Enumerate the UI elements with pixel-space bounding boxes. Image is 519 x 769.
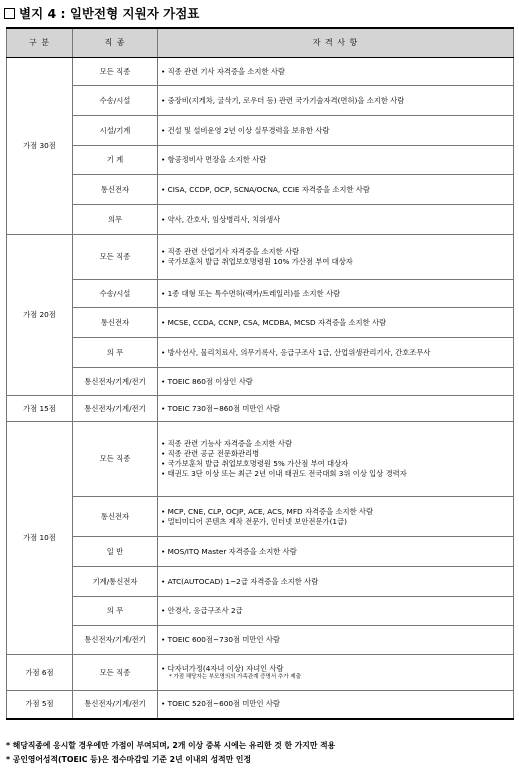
qualification-cell bbox=[158, 497, 514, 537]
job-type-cell: 수송/시설 bbox=[73, 280, 158, 308]
qualification-cell bbox=[158, 396, 514, 422]
job-type-cell: 모든 직종 bbox=[73, 422, 158, 497]
qualification-line: • 직종 관련 기사 자격증을 소지한 사람 bbox=[161, 66, 285, 76]
job-type-cell: 기계/통신전자 bbox=[73, 567, 158, 597]
qualification-line: • MCSE, CCDA, CCNP, CSA, MCDBA, MCSD 자격증을 소지한 사람 bbox=[161, 317, 387, 327]
qualification-line: • 멀티미디어 콘텐츠 제작 전문가, 인터넷 보안전문가(1급) bbox=[161, 516, 347, 526]
qualification-line: • 건설 및 설비운영 2년 이상 실무경력을 보유한 사람 bbox=[161, 125, 330, 135]
table-row bbox=[7, 308, 514, 338]
job-type-cell: 시설/기계 bbox=[73, 116, 158, 146]
qualification-line: • 국가보훈처 발급 취업보호명령원 5% 가산점 부여 대상자 bbox=[161, 459, 349, 468]
qualification-line: • 직종 관련 공군 전문화관리병 bbox=[161, 449, 260, 459]
page-title bbox=[4, 4, 199, 22]
group-label: 가점 10점 bbox=[7, 422, 73, 655]
table-row bbox=[7, 655, 514, 691]
footnote: * 공인영어성적(TOEIC 등)은 접수마감일 기준 2년 이내의 성적만 인정 bbox=[6, 755, 252, 764]
qualification-cell bbox=[158, 116, 514, 146]
job-type-cell: 의 무 bbox=[73, 338, 158, 368]
table-row bbox=[7, 691, 514, 719]
job-type-cell: 통신전자 bbox=[73, 308, 158, 338]
table-row bbox=[7, 235, 514, 280]
header-category: 구 분 bbox=[7, 28, 73, 58]
table-row bbox=[7, 537, 514, 567]
qualification-line: • 중장비(지게차, 굴삭기, 로우더 등) 관련 국가기술자격(면허)을 소지한 사람 bbox=[161, 95, 405, 105]
qualification-cell bbox=[158, 205, 514, 235]
qualification-line: • ATC(AUTOCAD) 1~2급 자격증을 소지한 사람 bbox=[161, 576, 319, 586]
qualification-note: * 가점 해당자는 부모명의의 가족관계 증명서 추가 제출 bbox=[169, 673, 301, 680]
table-row bbox=[7, 567, 514, 597]
table-row bbox=[7, 497, 514, 537]
job-type-cell: 통신전자/기계/전기 bbox=[73, 368, 158, 396]
group-label: 가점 6점 bbox=[7, 655, 73, 691]
qualification-line: • TOEIC 600점~730점 미만인 사람 bbox=[161, 635, 280, 645]
qualification-line: • TOEIC 520점~600점 미만인 사람 bbox=[161, 699, 280, 709]
footnote: * 해당직종에 응시할 경우에만 가점이 부여되며, 2개 이상 중복 시에는 유리한 것 한 가지만 적용 bbox=[6, 741, 336, 750]
qualification-cell bbox=[158, 368, 514, 396]
qualification-line: • MCP, CNE, CLP, OCJP, ACE, ACS, MFD 자격증을 소지한 사람 bbox=[161, 506, 374, 516]
qualification-line: • 직종 관련 기능사 자격증을 소지한 사람 bbox=[161, 439, 293, 449]
table-row bbox=[7, 205, 514, 235]
job-type-cell: 통신전자/기계/전기 bbox=[73, 691, 158, 719]
group-label: 가점 30점 bbox=[7, 58, 73, 235]
job-type-cell: 수송/시설 bbox=[73, 86, 158, 116]
qualification-line: • 국가보훈처 발급 취업보호명령원 10% 가산점 부여 대상자 bbox=[161, 257, 353, 266]
title-text: 별지 4 : 일반전형 지원자 가점표 bbox=[19, 6, 200, 21]
table-row bbox=[7, 626, 514, 655]
qualification-line: • 직종 관련 산업기사 자격증을 소지한 사람 bbox=[161, 247, 300, 257]
qualification-cell bbox=[158, 280, 514, 308]
job-type-cell: 통신전자 bbox=[73, 175, 158, 205]
qualification-line: • 항공정비사 면장을 소지한 사람 bbox=[161, 155, 267, 165]
table-row bbox=[7, 368, 514, 396]
job-type-cell: 모든 직종 bbox=[73, 58, 158, 86]
qualification-line: • TOEIC 730점~860점 미만인 사람 bbox=[161, 403, 280, 413]
table-row bbox=[7, 86, 514, 116]
table-row bbox=[7, 116, 514, 146]
qualification-cell bbox=[158, 626, 514, 655]
job-type-cell: 일 반 bbox=[73, 537, 158, 567]
table-row bbox=[7, 146, 514, 175]
table-header-row bbox=[7, 28, 514, 58]
qualification-cell bbox=[158, 235, 514, 280]
qualification-cell bbox=[158, 308, 514, 338]
job-type-cell: 모든 직종 bbox=[73, 655, 158, 691]
table-row bbox=[7, 422, 514, 497]
qualification-line: • 방사선사, 물리치료사, 의무기록사, 응급구조사 1급, 산업위생관리기사, 간호조무사 bbox=[161, 347, 431, 357]
header-job-type: 직 종 bbox=[73, 28, 158, 58]
table-row bbox=[7, 58, 514, 86]
group-label: 가점 15점 bbox=[7, 396, 73, 422]
table-row bbox=[7, 396, 514, 422]
qualification-line: • 안경사, 응급구조사 2급 bbox=[161, 606, 243, 616]
qualification-cell bbox=[158, 567, 514, 597]
qualification-line: • MOS/ITQ Master 자격증을 소지한 사람 bbox=[161, 546, 297, 556]
job-type-cell: 의무 bbox=[73, 205, 158, 235]
qualification-line: • 태권도 3단 이상 또는 최근 2년 이내 태권도 전국대회 3위 이상 입상 경력자 bbox=[161, 468, 407, 478]
qualification-line: • TOEIC 860점 이상인 사람 bbox=[161, 376, 253, 386]
bonus-points-table bbox=[6, 27, 514, 720]
job-type-cell: 모든 직종 bbox=[73, 235, 158, 280]
job-type-cell: 통신전자/기계/전기 bbox=[73, 626, 158, 655]
header-qualifications: 자 격 사 항 bbox=[158, 28, 514, 58]
square-bullet-icon bbox=[4, 8, 15, 19]
qualification-cell bbox=[158, 422, 514, 497]
job-type-cell: 기 계 bbox=[73, 146, 158, 175]
table-body bbox=[7, 58, 514, 719]
job-type-cell: 의 무 bbox=[73, 597, 158, 626]
qualification-cell bbox=[158, 597, 514, 626]
qualification-line: • CISA, CCDP, OCP, SCNA/OCNA, CCIE 자격증을 소지한 사람 bbox=[161, 184, 370, 194]
qualification-line: • 다자녀가정(4자녀 이상) 자녀인 사람 bbox=[161, 663, 284, 673]
job-type-cell: 통신전자 bbox=[73, 497, 158, 537]
group-label: 가점 5점 bbox=[7, 691, 73, 719]
qualification-cell bbox=[158, 655, 514, 691]
table-row bbox=[7, 338, 514, 368]
qualification-cell bbox=[158, 58, 514, 86]
qualification-line: • 1종 대형 또는 특수면허(렉카/트레일러)를 소지한 사람 bbox=[161, 288, 341, 298]
qualification-cell bbox=[158, 537, 514, 567]
table-row bbox=[7, 175, 514, 205]
group-label: 가점 20점 bbox=[7, 235, 73, 396]
table-row bbox=[7, 597, 514, 626]
qualification-cell bbox=[158, 146, 514, 175]
table-row bbox=[7, 280, 514, 308]
job-type-cell: 통신전자/기계/전기 bbox=[73, 396, 158, 422]
qualification-cell bbox=[158, 691, 514, 719]
qualification-cell bbox=[158, 175, 514, 205]
qualification-line: • 약사, 간호사, 임상병리사, 치위생사 bbox=[161, 214, 281, 224]
qualification-cell bbox=[158, 338, 514, 368]
qualification-cell bbox=[158, 86, 514, 116]
